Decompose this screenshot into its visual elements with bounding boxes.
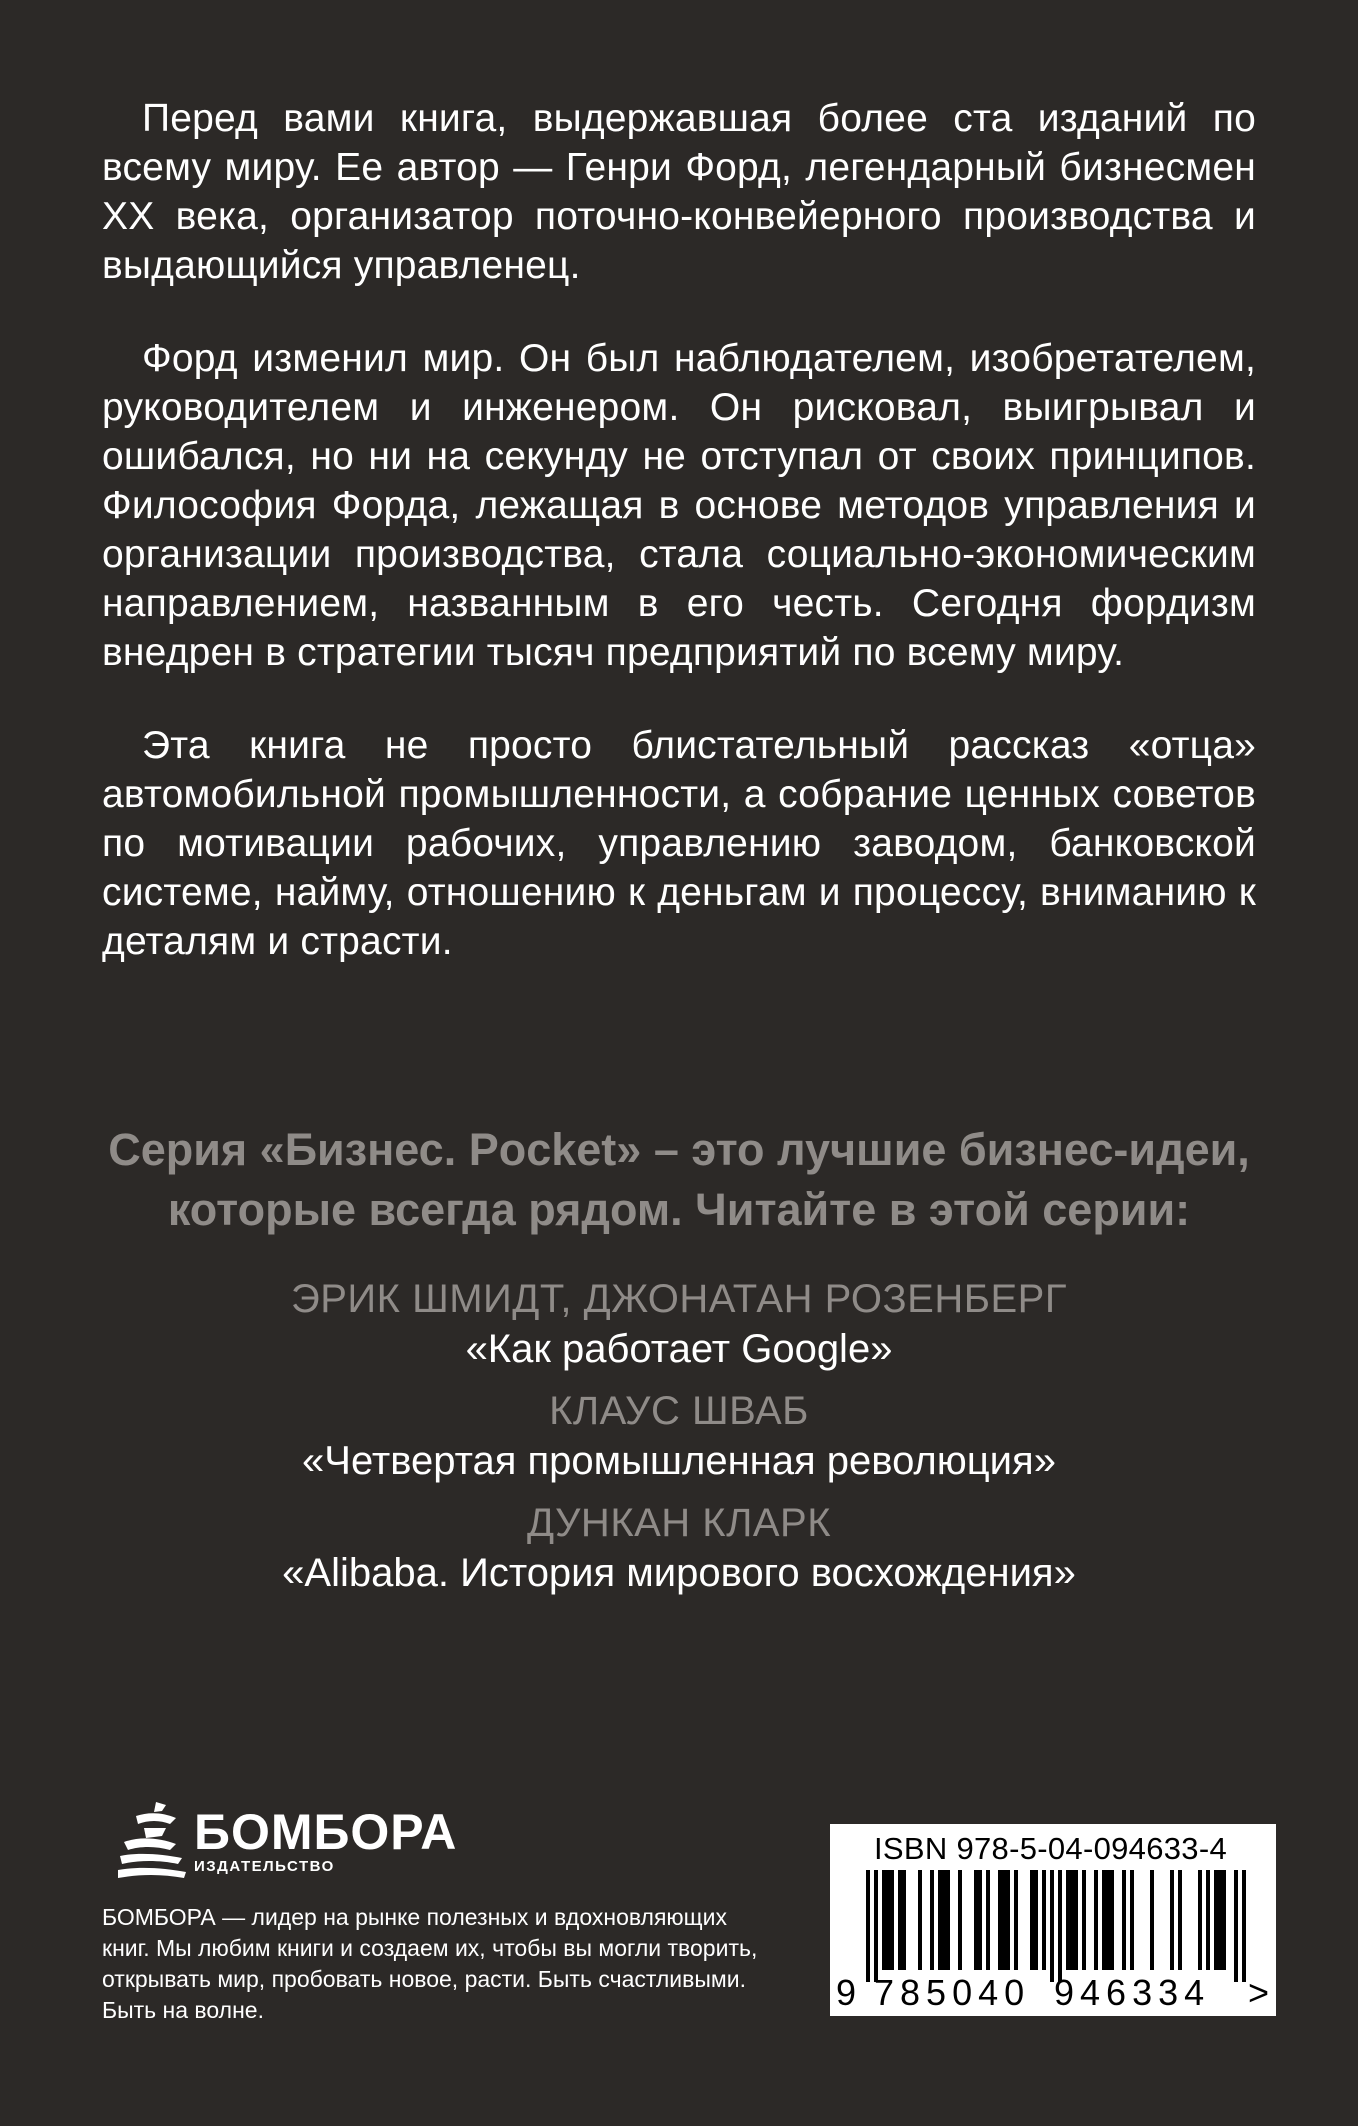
barcode-bar	[1002, 1870, 1006, 1970]
book-title: «Четвертая промышленная революция»	[302, 1439, 1056, 1483]
barcode-bar	[882, 1870, 886, 1970]
series-block	[0, 1120, 1358, 1610]
barcode-bars	[852, 1870, 1252, 1982]
book-title: «Как работает Google»	[465, 1327, 893, 1371]
book-description	[102, 94, 1256, 1010]
description-paragraph: Эта книга не просто блистательный рассказ «отца» автомобильной промышленности, а собрание ценных советов по мотивации рабочих, управлению заводом, банковской системе, найму, отношению к деньгам и процессу, вниманию к деталям и страсти.	[102, 724, 1256, 963]
barcode-bar	[874, 1870, 878, 1982]
barcode-bar	[886, 1870, 890, 1970]
barcode-bar	[1082, 1870, 1086, 1970]
series-intro	[89, 1120, 1269, 1240]
barcode-bar	[986, 1870, 990, 1970]
barcode-bar	[1234, 1870, 1238, 1982]
barcode-bar	[1198, 1870, 1202, 1970]
barcode-bar	[1242, 1870, 1246, 1982]
barcode-bar	[1034, 1870, 1038, 1970]
barcode-bar	[1218, 1870, 1222, 1970]
description-paragraph: Форд изменил мир. Он был наблюдателем, изобретателем, руководителем и инженером. Он рисковал, выигрывал и ошибался, но ни на секунду не отступал от своих принципов. Философия Форда, лежащая в основе методов управления и организации производства, стала социально-экономическим направлением, названным в его честь. Сегодня фордизм внедрен в стратегии тысяч предприятий по всему миру.	[102, 337, 1256, 674]
barcode-bar	[1106, 1870, 1110, 1970]
barcode-bar	[1066, 1870, 1070, 1970]
barcode-bar	[1170, 1870, 1174, 1970]
ean-right-digits: 946334	[1054, 1972, 1211, 2013]
isbn-number: ISBN 978-5-04-094633-4	[874, 1831, 1227, 1866]
barcode-bar	[866, 1870, 870, 1982]
barcode-bar	[1074, 1870, 1078, 1970]
barcode-bar	[1006, 1870, 1010, 1970]
bombora-logo-icon	[118, 1798, 188, 1880]
book-author: КЛАУС ШВАБ	[549, 1389, 809, 1433]
series-intro-line: которые всегда рядом. Читайте в этой серии:	[167, 1184, 1191, 1235]
publisher-logo	[118, 1798, 457, 1880]
barcode-bar	[1058, 1870, 1062, 1982]
barcode-bar	[902, 1870, 906, 1970]
barcode-bar	[1214, 1870, 1218, 1970]
book-author: ЭРИК ШМИДТ, ДЖОНАТАН РОЗЕНБЕРГ	[290, 1277, 1068, 1321]
publisher-subtitle: ИЗДАТЕЛЬСТВО	[194, 1858, 335, 1875]
barcode-bar	[1042, 1870, 1046, 1970]
ean-end-mark: >	[1248, 1972, 1270, 2013]
isbn-barcode	[830, 1824, 1276, 2016]
barcode-bar	[1222, 1870, 1226, 1970]
barcode-bar	[1130, 1870, 1134, 1970]
publisher-description: БОМБОРА — лидер на рынке полезных и вдохновляющих книг. Мы любим книги и создаем их, чтобы вы могли творить, открывать мир, пробовать новое, расти. Быть счастливыми. Быть на волне.	[102, 1904, 758, 2023]
barcode-bar	[958, 1870, 962, 1970]
barcode-bar	[918, 1870, 922, 1970]
barcode-bar	[930, 1870, 934, 1970]
series-intro-line: Серия «Бизнес. Pocket» – это лучшие бизнес-идеи,	[108, 1124, 1250, 1175]
barcode-bar	[890, 1870, 894, 1970]
barcode-bar	[1110, 1870, 1114, 1970]
barcode-bar	[942, 1870, 946, 1970]
publisher-name: БОМБОРА	[194, 1804, 458, 1860]
barcode-bar	[1178, 1870, 1182, 1970]
barcode-bar	[1102, 1870, 1106, 1970]
description-paragraph: Перед вами книга, выдержавшая более ста изданий по всему миру. Ее автор — Генри Форд, легендарный бизнесмен XX века, организатор поточно-конвейерного производства и выдающийся управленец.	[102, 97, 1256, 287]
barcode-bar	[1070, 1870, 1074, 1970]
barcode-bar	[946, 1870, 950, 1970]
barcode-bar	[978, 1870, 982, 1970]
series-book	[0, 1386, 1358, 1486]
book-author: ДУНКАН КЛАРК	[526, 1501, 832, 1545]
barcode-bar	[974, 1870, 978, 1970]
barcode-bar	[998, 1870, 1002, 1970]
series-book	[0, 1498, 1358, 1598]
barcode-bar	[1122, 1870, 1126, 1970]
barcode-bar	[898, 1870, 902, 1970]
barcode-bar	[1030, 1870, 1034, 1970]
book-title: «Alibaba. История мирового восхождения»	[282, 1551, 1076, 1595]
ean-first-digit: 9	[836, 1972, 857, 2013]
barcode-bar	[1150, 1870, 1154, 1970]
ean-left-digits: 785040	[874, 1972, 1031, 2013]
barcode-bar	[1094, 1870, 1098, 1970]
barcode-bar	[1206, 1870, 1210, 1970]
series-book	[0, 1274, 1358, 1374]
barcode-bar	[1014, 1870, 1018, 1970]
barcode-bar	[938, 1870, 942, 1970]
barcode-bar	[1050, 1870, 1054, 1982]
